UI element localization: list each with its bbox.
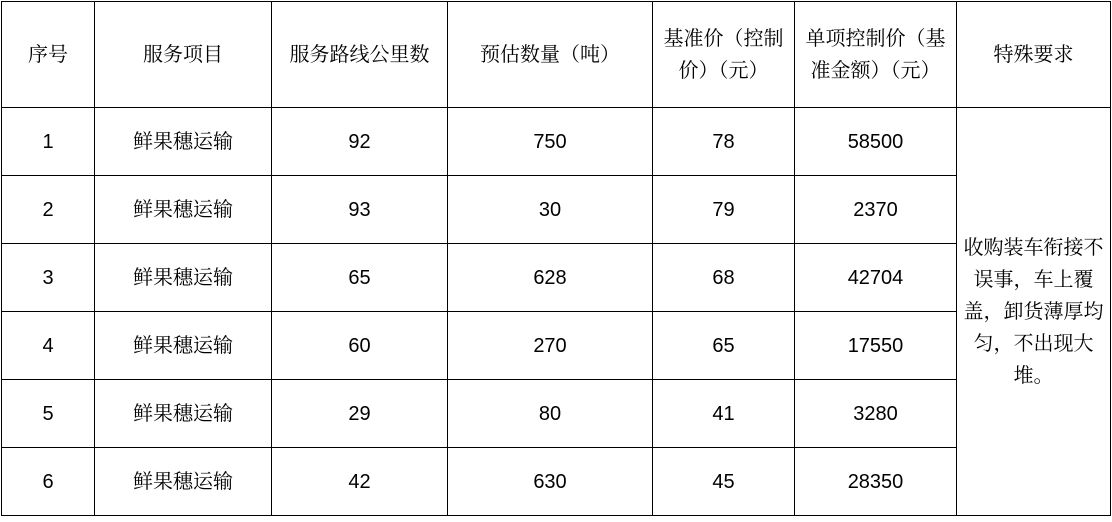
cell-est-qty-tons: 750 <box>448 108 653 176</box>
table-row <box>2 108 1111 176</box>
cell-service-item: 鲜果穗运输 <box>95 108 272 176</box>
cell-control-amount: 58500 <box>795 108 957 176</box>
cell-base-price: 41 <box>653 380 795 448</box>
cell-route-km: 93 <box>272 176 448 244</box>
header-service-item: 服务项目 <box>95 2 272 108</box>
cell-route-km: 42 <box>272 448 448 516</box>
cell-control-amount: 2370 <box>795 176 957 244</box>
cell-service-item: 鲜果穗运输 <box>95 312 272 380</box>
cell-service-item: 鲜果穗运输 <box>95 380 272 448</box>
cell-base-price: 78 <box>653 108 795 176</box>
header-control-amount: 单项控制价（基准金额）（元） <box>795 2 957 108</box>
cell-base-price: 79 <box>653 176 795 244</box>
cell-est-qty-tons: 30 <box>448 176 653 244</box>
cell-route-km: 92 <box>272 108 448 176</box>
cell-seq: 1 <box>2 108 95 176</box>
cell-seq: 2 <box>2 176 95 244</box>
cell-control-amount: 28350 <box>795 448 957 516</box>
cell-control-amount: 3280 <box>795 380 957 448</box>
cell-service-item: 鲜果穗运输 <box>95 448 272 516</box>
table-row <box>2 380 1111 448</box>
cell-est-qty-tons: 628 <box>448 244 653 312</box>
header-est-qty-tons: 预估数量（吨） <box>448 2 653 108</box>
table-row <box>2 312 1111 380</box>
cell-route-km: 29 <box>272 380 448 448</box>
cell-route-km: 65 <box>272 244 448 312</box>
cell-base-price: 45 <box>653 448 795 516</box>
cell-control-amount: 17550 <box>795 312 957 380</box>
cell-seq: 3 <box>2 244 95 312</box>
header-seq: 序号 <box>2 2 95 108</box>
cell-base-price: 68 <box>653 244 795 312</box>
cell-special-requirements: 收购装车衔接不误事，车上覆盖，卸货薄厚均匀，不出现大堆。 <box>957 108 1111 516</box>
cell-est-qty-tons: 80 <box>448 380 653 448</box>
cell-seq: 5 <box>2 380 95 448</box>
cell-service-item: 鲜果穗运输 <box>95 244 272 312</box>
cell-est-qty-tons: 630 <box>448 448 653 516</box>
cell-service-item: 鲜果穗运输 <box>95 176 272 244</box>
table-row <box>2 176 1111 244</box>
table-header-row <box>2 2 1111 108</box>
transport-pricing-table <box>1 1 1111 516</box>
header-route-km: 服务路线公里数 <box>272 2 448 108</box>
cell-est-qty-tons: 270 <box>448 312 653 380</box>
header-base-price: 基准价（控制价）（元） <box>653 2 795 108</box>
cell-route-km: 60 <box>272 312 448 380</box>
cell-base-price: 65 <box>653 312 795 380</box>
cell-seq: 6 <box>2 448 95 516</box>
table-row <box>2 448 1111 516</box>
table-row <box>2 244 1111 312</box>
cell-seq: 4 <box>2 312 95 380</box>
header-special-req: 特殊要求 <box>957 2 1111 108</box>
cell-control-amount: 42704 <box>795 244 957 312</box>
